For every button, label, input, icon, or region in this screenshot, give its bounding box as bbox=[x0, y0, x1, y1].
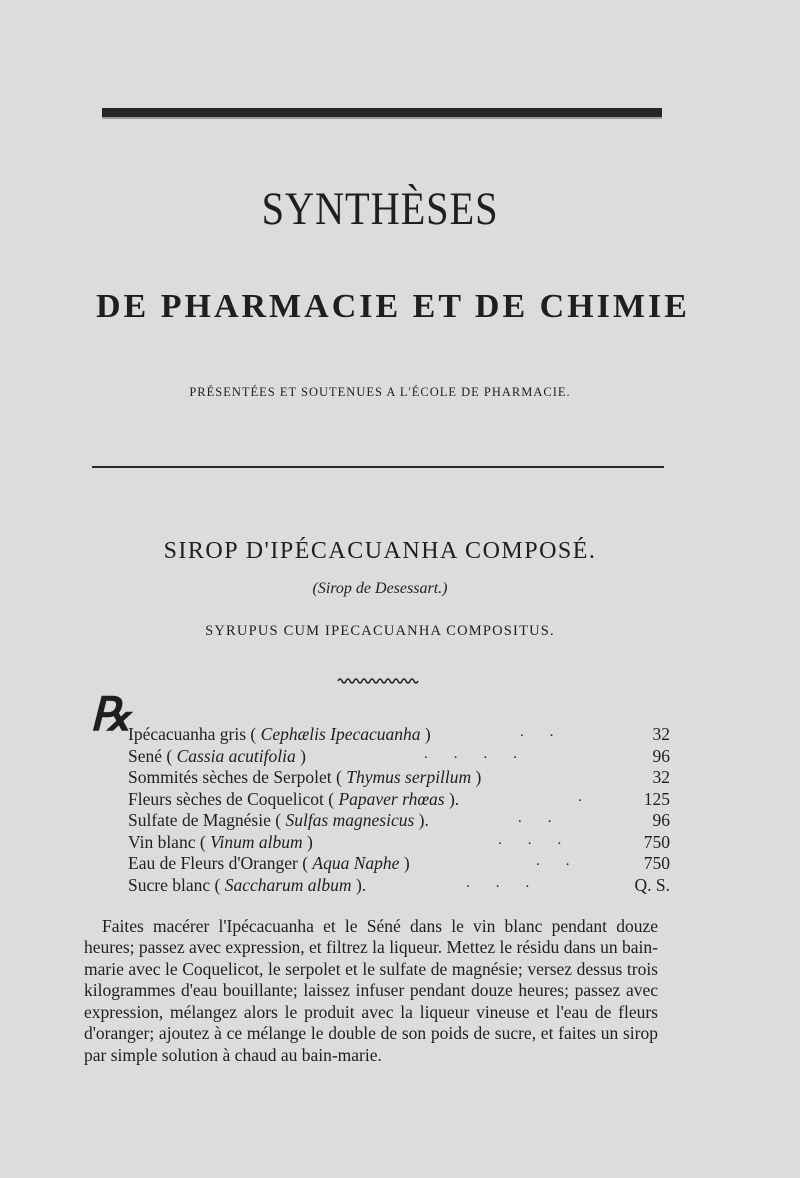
ingredient-latin: Cassia acutifolia bbox=[176, 745, 296, 766]
ingredient-row bbox=[128, 810, 670, 832]
ingredient-name: Fleurs sèches de Coquelicot ( bbox=[128, 788, 335, 809]
ingredient-quantity: 32 bbox=[652, 724, 670, 744]
page-subtitle: DE PHARMACIE ET DE CHIMIE bbox=[96, 288, 690, 325]
ingredient-name: Sené ( bbox=[128, 745, 173, 766]
page-title: SYNTHÈSES bbox=[261, 183, 499, 235]
ingredient-row bbox=[128, 875, 670, 897]
ingredient-name: Sommités sèches de Serpolet ( bbox=[128, 767, 342, 787]
ingredient-close: ) bbox=[424, 724, 431, 744]
ingredient-name: Eau de Fleurs d'Oranger ( bbox=[128, 853, 309, 873]
section-divider-rule bbox=[92, 466, 664, 468]
ingredient-leader-dots: .. bbox=[518, 810, 578, 826]
ingredient-leader-dots: . bbox=[578, 788, 608, 805]
recipe-title: SIROP D'IPÉCACUANHA COMPOSÉ. bbox=[163, 538, 597, 564]
ingredient-quantity: 96 bbox=[652, 745, 670, 766]
ingredient-quantity: 750 bbox=[643, 831, 670, 852]
page-title-note: PRÉSENTÉES ET SOUTENUES A L'ÉCOLE DE PHARMACIE. bbox=[189, 385, 571, 399]
recipe-latin-name: SYRUPUS CUM IPECACUANHA COMPOSITUS. bbox=[205, 623, 555, 639]
ingredient-row bbox=[128, 789, 670, 811]
ingredient-row bbox=[128, 832, 670, 854]
ingredient-quantity: 750 bbox=[643, 853, 670, 873]
ingredient-leader-dots: .. bbox=[520, 724, 580, 740]
ingredient-close: ) bbox=[306, 831, 313, 852]
ingredient-row bbox=[128, 724, 670, 746]
ingredient-leader-dots: .. bbox=[536, 853, 596, 869]
ingredient-leader-dots: .... bbox=[424, 745, 543, 762]
ingredient-latin: Sulfas magnesicus bbox=[285, 810, 415, 830]
recipe-instructions: Faites macérer l'Ipécacuanha et le Séné dans le vin blanc pendant douze heures; passez avec expression, et filtrez la liqueur. Mettez le résidu dans un bain-marie avec le Coquelicot, le serpolet et le sulfate de magnésie; versez dessus trois kilogrammes d'eau bouillante; laissez infuser pendant douze heures; passez avec expression, mélangez alors le produit avec la liqueur vineuse et l'eau de fleurs d'oranger; ajoutez à ce mélange le double de son poids de sucre, et faites un sirop par simple solution à chaud au bain-marie. bbox=[84, 915, 658, 1066]
ingredient-leader-dots: ... bbox=[466, 874, 556, 891]
ingredient-close: ). bbox=[448, 788, 460, 809]
ingredient-latin: Vinum album bbox=[210, 831, 303, 852]
ingredient-row bbox=[128, 767, 670, 789]
ingredient-name: Vin blanc ( bbox=[128, 831, 206, 852]
ingredient-close: ). bbox=[418, 810, 429, 830]
ingredient-latin: Saccharum album bbox=[224, 874, 352, 895]
ingredient-close: ) bbox=[475, 767, 482, 787]
wavy-ornament-icon bbox=[336, 676, 420, 686]
ingredient-name: Sucre blanc ( bbox=[128, 874, 221, 895]
ingredient-latin: Aqua Naphe bbox=[312, 853, 400, 873]
ingredient-quantity: 125 bbox=[643, 788, 670, 809]
ingredient-latin: Cephælis Ipecacuanha bbox=[260, 724, 421, 744]
ingredient-quantity: 96 bbox=[652, 810, 670, 830]
ingredient-close: ). bbox=[355, 874, 367, 895]
ingredient-row bbox=[128, 746, 670, 768]
ingredient-latin: Thymus serpillum bbox=[346, 767, 472, 787]
ingredient-quantity: Q. S. bbox=[634, 874, 670, 895]
ingredient-close: ) bbox=[403, 853, 410, 873]
recipe-rx-symbol: ℞ bbox=[90, 689, 132, 740]
ingredient-list bbox=[128, 724, 670, 896]
recipe-alternate-name: (Sirop de Desessart.) bbox=[312, 580, 448, 597]
top-heavy-rule bbox=[102, 108, 662, 119]
ingredient-row bbox=[128, 853, 670, 875]
ingredient-name: Ipécacuanha gris ( bbox=[128, 724, 257, 744]
ingredient-leader-dots: ... bbox=[498, 831, 588, 848]
ingredient-close: ) bbox=[300, 745, 306, 766]
ingredient-name: Sulfate de Magnésie ( bbox=[128, 810, 282, 830]
ingredient-quantity: 32 bbox=[652, 767, 670, 787]
ingredient-latin: Papaver rhœas bbox=[338, 788, 445, 809]
